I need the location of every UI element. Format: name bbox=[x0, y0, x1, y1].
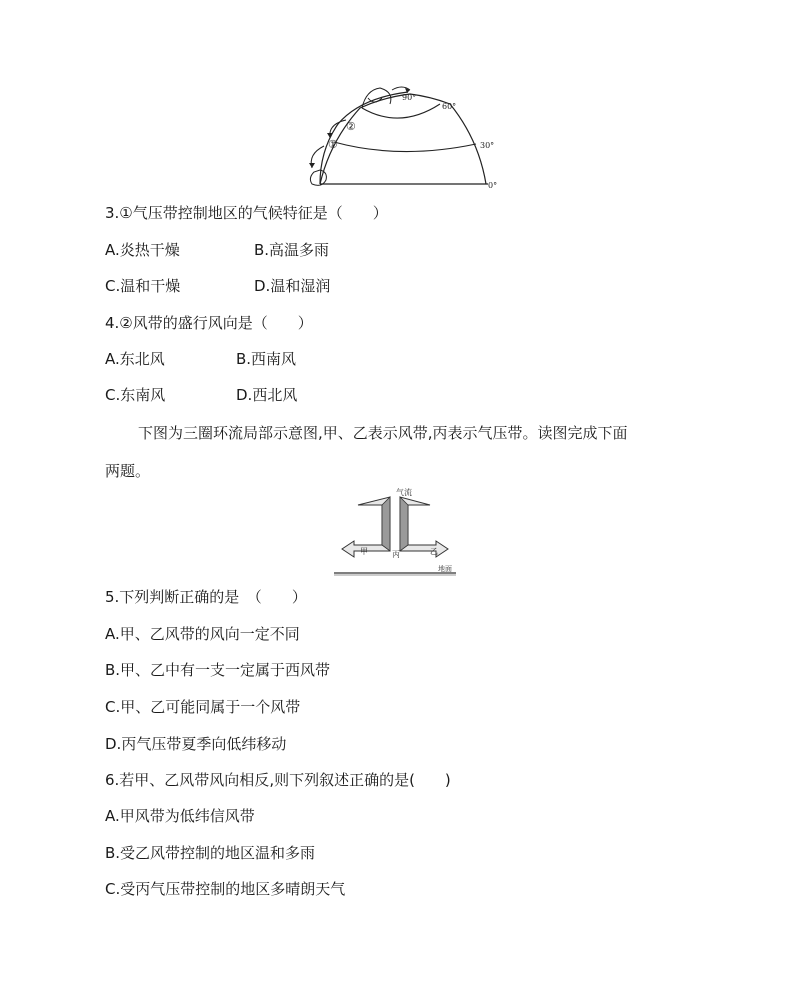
label-bing: 丙 bbox=[392, 550, 400, 559]
belt-30 bbox=[334, 142, 476, 152]
label-jia: 甲 bbox=[360, 547, 368, 556]
label-90: 90° bbox=[402, 93, 417, 102]
question-4-stem: 4.②风带的盛行风向是（ ） bbox=[105, 314, 313, 332]
q3-option-d: D.温和湿润 bbox=[254, 277, 331, 295]
q6-option-c: C.受丙气压带控制的地区多晴朗天气 bbox=[105, 880, 346, 898]
label-ground: 地面 bbox=[438, 565, 452, 573]
label-yi: 乙 bbox=[430, 547, 438, 556]
globe-outline bbox=[320, 94, 486, 184]
q5-option-a: A.甲、乙风带的风向一定不同 bbox=[105, 625, 300, 643]
q4-option-b: B.西南风 bbox=[236, 350, 297, 368]
belt-60 bbox=[362, 104, 440, 118]
q5-option-c: C.甲、乙可能同属于一个风带 bbox=[105, 698, 301, 716]
label-0: 0° bbox=[488, 181, 498, 190]
wind-belt-diagram bbox=[330, 483, 460, 578]
intro-line-1: 下图为三圈环流局部示意图,甲、乙表示风带,丙表示气压带。读图完成下面 bbox=[138, 424, 628, 442]
q5-option-b: B.甲、乙中有一支一定属于西风带 bbox=[105, 661, 331, 679]
q3-option-c: C.温和干燥 bbox=[105, 277, 181, 295]
q3-option-b: B.高温多雨 bbox=[254, 241, 330, 259]
marker-2: ② bbox=[346, 120, 356, 133]
q6-option-a: A.甲风带为低纬信风带 bbox=[105, 807, 255, 825]
question-3-stem: 3.①气压带控制地区的气候特征是（ ） bbox=[105, 204, 388, 222]
q4-option-a: A.东北风 bbox=[105, 350, 165, 368]
intro-line-2: 两题。 bbox=[105, 462, 151, 480]
question-5-stem: 5.下列判断正确的是 （ ） bbox=[105, 588, 307, 606]
label-60: 60° bbox=[442, 102, 457, 111]
q5-option-d: D.丙气压带夏季向低纬移动 bbox=[105, 735, 287, 753]
q4-option-c: C.东南风 bbox=[105, 386, 166, 404]
label-airflow: 气流 bbox=[396, 488, 412, 497]
label-30: 30° bbox=[480, 141, 495, 150]
q3-option-a: A.炎热干燥 bbox=[105, 241, 180, 259]
q6-option-b: B.受乙风带控制的地区温和多雨 bbox=[105, 844, 316, 862]
question-6-stem: 6.若甲、乙风带风向相反,则下列叙述正确的是( ) bbox=[105, 771, 451, 789]
marker-1: ① bbox=[328, 138, 338, 151]
circulation-diagram bbox=[290, 80, 510, 200]
q4-option-d: D.西北风 bbox=[236, 386, 298, 404]
